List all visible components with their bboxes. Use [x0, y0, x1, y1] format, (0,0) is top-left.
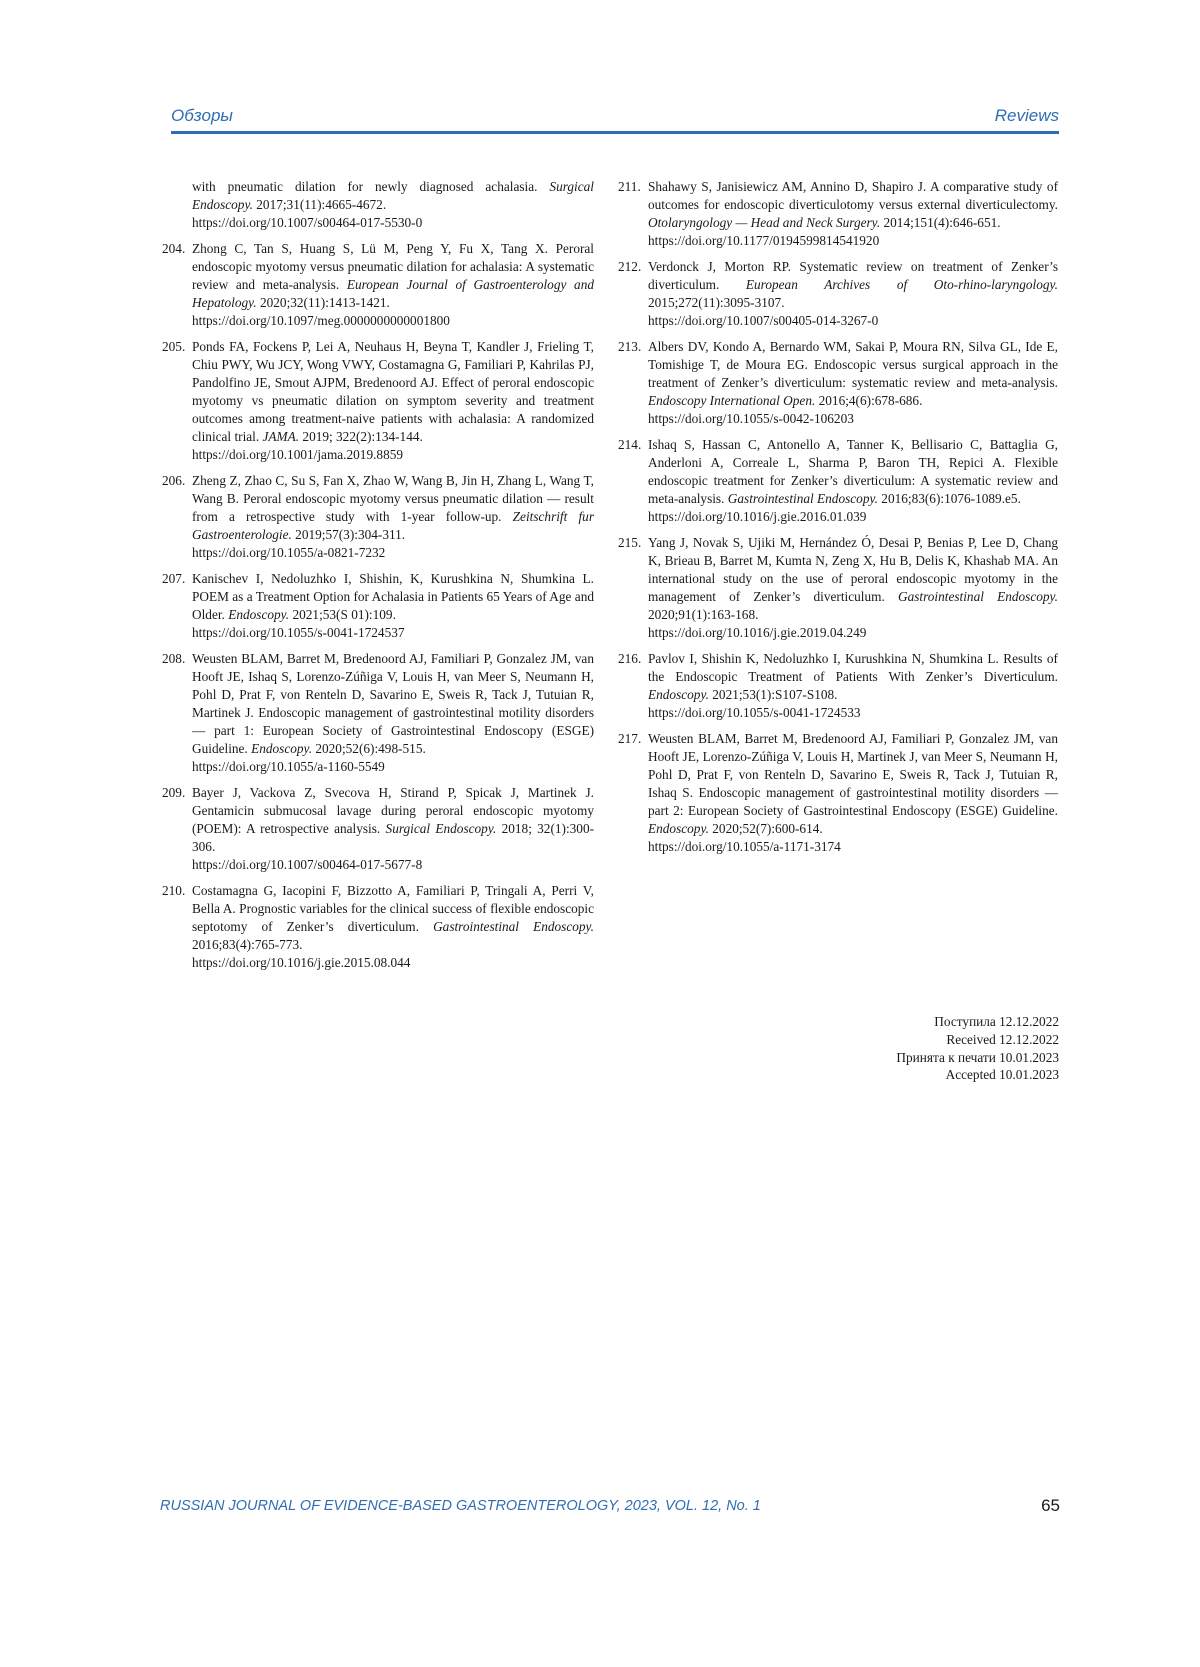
reference-doi-link[interactable]: https://doi.org/10.1007/s00405-014-3267-0 — [648, 313, 879, 329]
reference-number: 204. — [162, 240, 186, 256]
reference-item — [162, 882, 594, 972]
accepted-date-ru: Принята к печати 10.01.2023 — [896, 1049, 1059, 1065]
reference-citation: 2020;91(1):163-168. — [648, 607, 759, 623]
reference-number: 216. — [618, 650, 642, 666]
reference-item — [162, 784, 594, 874]
reference-doi-link[interactable]: https://doi.org/10.1055/a-1171-3174 — [648, 839, 841, 855]
reference-list-right — [618, 178, 1058, 856]
reference-citation: 2018; 32(1):300-306. — [192, 821, 595, 855]
reference-text: Pavlov I, Shishin K, Nedoluzhko I, Kurushkina N, Shumkina L. Results of the Endoscopic Treatment of Patients With Zenker’s Diverticulum. — [648, 650, 1058, 684]
received-date-ru: Поступила 12.12.2022 — [934, 1014, 1059, 1029]
reference-text: Costamagna G, Iacopini F, Bizzotto A, Familiari P, Tringali A, Perri V, Bella A. Prognostic variables for the clinical success of flexible endoscopic septotomy of Zenker’s diverticulum. — [192, 882, 594, 935]
reference-item — [162, 338, 594, 465]
reference-item — [618, 730, 1058, 857]
reference-body — [648, 730, 1058, 857]
reference-doi-link[interactable]: https://doi.org/10.1016/j.gie.2016.01.039 — [648, 509, 867, 525]
reference-text: Zheng Z, Zhao C, Su S, Fan X, Zhao W, Wang B, Jin H, Zhang L, Wang T, Wang B. Peroral endoscopic myotomy versus pneumatic dilation — result from a retrospective study with 1-year follow-up. — [192, 472, 594, 525]
page-number: 65 — [1041, 1496, 1060, 1515]
reference-text: Albers DV, Kondo A, Bernardo WM, Sakai P, Moura RN, Silva GL, Ide E, Tomishige T, de Moura EG. Endoscopic versus surgical approach in the treatment of Zenker’s diverticulum: systematic review and meta-analysis. — [648, 338, 1058, 390]
reference-body — [192, 240, 594, 330]
reference-doi-link[interactable]: https://doi.org/10.1055/a-1160-5549 — [192, 759, 385, 775]
reference-journal: Endoscopy. — [648, 821, 709, 837]
section-title-ru: Обзоры — [171, 106, 233, 125]
reference-item — [618, 178, 1058, 250]
reference-journal: Zeitschrift fur Gastroenterologie. — [192, 509, 594, 543]
reference-journal: European Journal of Gastroenterology and Hepatology. — [192, 276, 594, 311]
reference-journal: Otolaryngology — Head and Neck Surgery. — [648, 215, 881, 231]
reference-text: Shahawy S, Janisiewicz AM, Annino D, Shapiro J. A comparative study of outcomes for endoscopic diverticulotomy versus external diverticulectomy. — [648, 179, 1058, 213]
reference-text: Bayer J, Vackova Z, Svecova H, Stirand P, Spicak J, Martinek J. Gentamicin submucosal lavage during peroral endoscopic myotomy (POEM): A retrospective analysis. — [192, 784, 594, 837]
reference-doi-link[interactable]: https://doi.org/10.1007/s00464-017-5530-0 — [192, 215, 423, 231]
reference-list-left — [162, 240, 594, 973]
reference-body — [192, 784, 594, 874]
reference-journal: JAMA. — [262, 429, 300, 445]
reference-item — [618, 534, 1058, 643]
reference-citation: 2021;53(S 01):109. — [292, 607, 396, 623]
reference-journal: Endoscopy. — [648, 686, 709, 702]
reference-item — [618, 650, 1058, 722]
reference-number: 209. — [162, 784, 186, 800]
reference-item — [162, 650, 594, 777]
reference-body — [648, 258, 1058, 330]
reference-item — [162, 472, 594, 562]
reference-body — [648, 338, 1058, 428]
reference-citation: 2017;31(11):4665-4672. — [256, 197, 387, 213]
reference-body — [648, 650, 1058, 722]
reference-doi-link[interactable]: https://doi.org/10.1016/j.gie.2019.04.249 — [648, 625, 867, 641]
reference-doi-link[interactable]: https://doi.org/10.1007/s00464-017-5677-8 — [192, 857, 423, 873]
reference-doi-link[interactable]: https://doi.org/10.1177/0194599814541920 — [648, 233, 880, 249]
references-column-left — [162, 178, 594, 980]
running-header — [171, 104, 1059, 132]
reference-text: Yang J, Novak S, Ujiki M, Hernández Ó, Desai P, Benias P, Lee D, Chang K, Brieau B, Barret M, Kumta N, Zeng X, Hu B, Delis K, Khashab MA. An international study on the use of peroral endoscopic myotomy in the management of Zenker’s diverticulum. — [648, 534, 1058, 604]
reference-text: Zhong C, Tan S, Huang S, Lü M, Peng Y, Fu X, Tang X. Peroral endoscopic myotomy versus pneumatic dilation for achalasia: A systematic review and meta-analysis. — [192, 240, 594, 292]
reference-continuation — [162, 178, 594, 232]
reference-journal: European Archives of Oto-rhino-laryngology. — [745, 276, 1058, 292]
reference-doi-link[interactable]: https://doi.org/10.1055/s-0041-1724537 — [192, 625, 405, 641]
reference-item — [162, 570, 594, 642]
reference-journal: Surgical Endoscopy. — [192, 179, 594, 213]
received-date-en: Received 12.12.2022 — [946, 1031, 1059, 1047]
reference-citation: 2016;83(4):765-773. — [192, 937, 303, 953]
reference-item — [618, 338, 1058, 428]
reference-journal: Endoscopy International Open. — [648, 393, 816, 409]
reference-number: 205. — [162, 338, 186, 354]
reference-text: Weusten BLAM, Barret M, Bredenoord AJ, Familiari P, Gonzalez JM, van Hooft JE, Ishaq S, Lorenzo-Zúñiga V, Louis H, van Meer S, Neumann H, Pohl D, Prat F, von Renteln D, Savarino E, Sweis R, Tack J, Tutuian R, Martinek J. Endoscopic management of gastrointestinal motility disorders — part 1: European Society of Gastrointestinal Endoscopy (ESGE) Guideline. — [192, 650, 594, 757]
reference-number: 207. — [162, 570, 186, 586]
reference-citation: 2015;272(11):3095-3107. — [648, 295, 785, 311]
reference-text: Ponds FA, Fockens P, Lei A, Neuhaus H, Beyna T, Kandler J, Frieling T, Chiu PWY, Wu JCY, Wong VWY, Costamagna G, Familiari P, Kahrilas PJ, Pandolfino JE, Smout AJPM, Bredenoord AJ. Effect of peroral endoscopic myotomy vs pneumatic dilation on symptom severity and treatment outcomes among treatment-naive patients with achalasia: A randomized clinical trial. — [192, 338, 594, 445]
reference-citation: 2016;83(6):1076-1089.e5. — [881, 491, 1021, 506]
reference-doi-link[interactable]: https://doi.org/10.1016/j.gie.2015.08.044 — [192, 955, 411, 971]
reference-number: 214. — [618, 436, 642, 452]
header-divider — [171, 131, 1059, 134]
reference-number: 208. — [162, 650, 186, 666]
reference-doi-link[interactable]: https://doi.org/10.1055/s-0041-1724533 — [648, 705, 861, 721]
reference-citation: 2020;52(7):600-614. — [712, 821, 823, 837]
page-footer — [160, 1498, 1060, 1518]
section-title-en: Reviews — [994, 106, 1059, 125]
reference-journal: Endoscopy. — [228, 607, 290, 623]
references-column-right — [618, 178, 1058, 864]
reference-citation: 2020;52(6):498-515. — [315, 741, 426, 757]
reference-body — [192, 472, 594, 562]
reference-doi-link[interactable]: https://doi.org/10.1055/a-0821-7232 — [192, 545, 386, 561]
reference-body — [648, 178, 1058, 250]
reference-doi-link[interactable]: https://doi.org/10.1001/jama.2019.8859 — [192, 447, 404, 463]
reference-citation: 2021;53(1):S107-S108. — [712, 686, 838, 702]
reference-number: 211. — [618, 179, 641, 194]
accepted-date-en: Accepted 10.01.2023 — [945, 1067, 1059, 1083]
reference-body — [192, 570, 594, 642]
reference-body — [192, 882, 594, 972]
reference-text: Weusten BLAM, Barret M, Bredenoord AJ, Familiari P, Gonzalez JM, van Hooft JE, Lorenzo-Zúñiga V, Louis H, Martinek J, van Meer S, Neumann H, Pohl D, Prat F, von Renteln D, Savarino E, Sweis R, Tack J, Tutuian R, Ishaq S. Endoscopic management of gastrointestinal motility disorders — part 2: European Society of Gastrointestinal Endoscopy (ESGE) Guideline. — [648, 730, 1058, 818]
reference-doi-link[interactable]: https://doi.org/10.1097/meg.0000000000001800 — [192, 313, 450, 329]
reference-number: 210. — [162, 882, 186, 898]
reference-number: 217. — [618, 730, 642, 746]
reference-item — [618, 258, 1058, 330]
reference-text: with pneumatic dilation for newly diagnosed achalasia. — [192, 179, 538, 194]
submission-dates — [896, 1013, 1059, 1084]
reference-item — [162, 240, 594, 330]
reference-citation: 2019;57(3):304-311. — [295, 527, 406, 543]
reference-text: Kanischev I, Nedoluzhko I, Shishin, K, Kurushkina N, Shumkina L. POEM as a Treatment Option for Achalasia in Patients 65 Years of Age and Older. — [192, 570, 594, 623]
journal-name: RUSSIAN JOURNAL OF EVIDENCE-BASED GASTROENTEROLOGY, 2023, VOL. 12, No. 1 — [160, 1498, 761, 1514]
reference-journal: Gastrointestinal Endoscopy. — [897, 588, 1059, 604]
reference-journal: Gastrointestinal Endoscopy. — [727, 491, 878, 506]
reference-citation: 2019; 322(2):134-144. — [302, 429, 423, 445]
reference-text: Ishaq S, Hassan C, Antonello A, Tanner K, Bellisario C, Battaglia G, Anderloni A, Correale L, Sharma P, Baron TH, Repici A. Flexible endoscopic treatment for Zenker’s diverticulum: A systematic review and meta-analysis. — [648, 436, 1058, 506]
reference-number: 213. — [618, 338, 642, 354]
reference-citation: 2020;32(11):1413-1421. — [259, 295, 390, 311]
reference-citation: 2014;151(4):646-651. — [883, 215, 1001, 231]
reference-item — [618, 436, 1058, 526]
reference-body — [648, 534, 1058, 643]
reference-body — [192, 650, 594, 777]
reference-journal: Surgical Endoscopy. — [385, 821, 497, 837]
reference-number: 215. — [618, 534, 642, 550]
reference-journal: Gastrointestinal Endoscopy. — [433, 919, 595, 935]
reference-text: Verdonck J, Morton RP. Systematic review on treatment of Zenker’s diverticulum. — [648, 258, 1058, 292]
reference-doi-link[interactable]: https://doi.org/10.1055/s-0042-106203 — [648, 411, 854, 427]
reference-journal: Endoscopy. — [251, 741, 313, 757]
reference-body — [648, 436, 1058, 526]
reference-body — [192, 338, 594, 465]
reference-number: 212. — [618, 258, 642, 274]
reference-number: 206. — [162, 472, 186, 488]
reference-citation: 2016;4(6):678-686. — [818, 393, 923, 409]
